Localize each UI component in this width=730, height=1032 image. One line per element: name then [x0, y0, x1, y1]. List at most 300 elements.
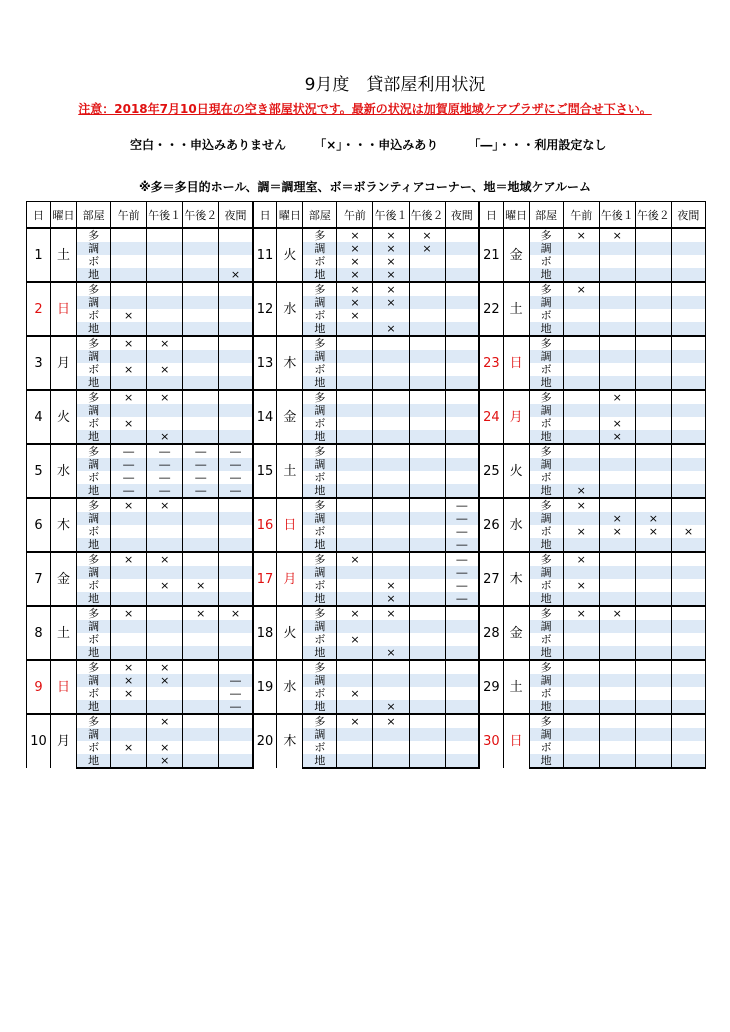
weekday: 火	[51, 390, 77, 444]
slot-cell	[563, 458, 599, 471]
slot-cell	[409, 417, 445, 430]
slot-cell	[635, 363, 671, 376]
table-row	[27, 255, 706, 268]
weekday: 木	[51, 498, 77, 552]
room-label: 地	[303, 592, 337, 606]
slot-cell: ×	[147, 714, 183, 728]
slot-cell	[635, 282, 671, 296]
slot-cell	[599, 404, 635, 417]
room-label: 調	[77, 458, 111, 471]
slot-cell	[373, 471, 409, 484]
slot-cell	[635, 255, 671, 268]
slot-cell	[219, 512, 253, 525]
slot-cell	[111, 350, 147, 363]
slot-cell	[183, 741, 219, 754]
slot-cell: ―	[183, 444, 219, 458]
slot-cell: ×	[373, 606, 409, 620]
slot-cell: ×	[373, 228, 409, 242]
slot-cell	[373, 363, 409, 376]
slot-cell: ×	[599, 430, 635, 444]
slot-cell	[563, 376, 599, 390]
slot-cell	[599, 592, 635, 606]
slot-cell	[563, 646, 599, 660]
slot-cell	[337, 376, 373, 390]
slot-cell	[337, 404, 373, 417]
slot-cell: ―	[445, 552, 479, 566]
room-label: 多	[77, 660, 111, 674]
slot-cell	[409, 592, 445, 606]
slot-cell	[671, 268, 705, 282]
slot-cell	[111, 700, 147, 714]
slot-cell	[147, 633, 183, 646]
room-abbreviations: ※多＝多目的ホール、調＝調理室、ボ＝ボランティアコーナー、地＝地域ケアルーム	[139, 180, 591, 194]
slot-cell	[599, 660, 635, 674]
slot-cell	[671, 404, 705, 417]
room-label: 地	[529, 700, 563, 714]
slot-cell: ―	[147, 484, 183, 498]
slot-cell: ×	[111, 363, 147, 376]
slot-cell: ×	[563, 525, 599, 538]
slot-cell	[635, 741, 671, 754]
slot-cell: ×	[147, 430, 183, 444]
table-row	[27, 390, 706, 404]
weekday: 日	[51, 660, 77, 714]
slot-cell: ―	[445, 525, 479, 538]
slot-cell	[671, 674, 705, 687]
slot-cell: ―	[183, 484, 219, 498]
slot-cell	[373, 674, 409, 687]
weekday: 日	[51, 282, 77, 336]
room-label: 地	[303, 646, 337, 660]
slot-cell	[147, 376, 183, 390]
slot-cell: ×	[337, 309, 373, 322]
room-label: ボ	[77, 579, 111, 592]
slot-cell	[671, 417, 705, 430]
slot-cell: ×	[599, 512, 635, 525]
slot-cell	[563, 700, 599, 714]
slot-cell	[111, 255, 147, 268]
day-number: 29	[479, 660, 503, 714]
slot-cell: ―	[219, 444, 253, 458]
slot-cell	[337, 592, 373, 606]
slot-cell	[563, 620, 599, 633]
slot-cell	[147, 525, 183, 538]
slot-cell	[599, 579, 635, 592]
slot-cell	[563, 741, 599, 754]
room-label: 地	[303, 538, 337, 552]
room-label: ボ	[303, 687, 337, 700]
room-label: 地	[529, 646, 563, 660]
slot-cell	[373, 336, 409, 350]
weekday: 月	[503, 390, 529, 444]
slot-cell	[409, 660, 445, 674]
slot-cell	[445, 444, 479, 458]
slot-cell	[563, 268, 599, 282]
slot-cell	[183, 633, 219, 646]
slot-cell: ―	[219, 458, 253, 471]
column-header: 日	[479, 202, 503, 229]
column-header: 日	[27, 202, 51, 229]
slot-cell	[563, 296, 599, 309]
table-row	[27, 444, 706, 458]
slot-cell	[671, 390, 705, 404]
slot-cell	[445, 674, 479, 687]
slot-cell: ―	[111, 444, 147, 458]
day-number: 11	[253, 228, 277, 282]
slot-cell	[219, 390, 253, 404]
weekday: 月	[51, 336, 77, 390]
slot-cell	[219, 363, 253, 376]
room-label: 多	[77, 552, 111, 566]
slot-cell	[445, 660, 479, 674]
room-label: 地	[529, 322, 563, 336]
slot-cell: ×	[409, 228, 445, 242]
slot-cell	[635, 606, 671, 620]
table-row	[27, 606, 706, 620]
day-number: 5	[27, 444, 51, 498]
table-row	[27, 741, 706, 754]
room-label: 地	[303, 268, 337, 282]
slot-cell: ―	[445, 498, 479, 512]
room-label: 多	[303, 282, 337, 296]
table-row	[27, 687, 706, 700]
table-row	[27, 350, 706, 363]
weekday: 木	[277, 714, 303, 768]
slot-cell	[111, 714, 147, 728]
table-header	[27, 202, 706, 229]
room-label: 調	[77, 350, 111, 363]
slot-cell	[337, 728, 373, 741]
slot-cell	[409, 674, 445, 687]
slot-cell	[563, 538, 599, 552]
slot-cell	[635, 404, 671, 417]
room-label: 地	[529, 538, 563, 552]
room-label: 調	[77, 728, 111, 741]
room-label: ボ	[77, 741, 111, 754]
slot-cell	[599, 309, 635, 322]
slot-cell	[373, 687, 409, 700]
slot-cell	[671, 242, 705, 255]
slot-cell	[409, 322, 445, 336]
slot-cell	[219, 350, 253, 363]
slot-cell	[111, 754, 147, 768]
room-label: 地	[529, 268, 563, 282]
table-row	[27, 417, 706, 430]
slot-cell	[337, 620, 373, 633]
day-number: 17	[253, 552, 277, 606]
slot-cell	[409, 458, 445, 471]
slot-cell	[373, 376, 409, 390]
slot-cell	[111, 282, 147, 296]
slot-cell	[219, 336, 253, 350]
room-label: 地	[303, 484, 337, 498]
room-label: 地	[77, 430, 111, 444]
slot-cell	[147, 592, 183, 606]
slot-cell	[445, 350, 479, 363]
slot-cell	[445, 417, 479, 430]
slot-cell	[147, 296, 183, 309]
room-label: 多	[77, 444, 111, 458]
day-number: 4	[27, 390, 51, 444]
room-label: 調	[529, 242, 563, 255]
room-label: 調	[77, 674, 111, 687]
slot-cell: ―	[219, 484, 253, 498]
slot-cell	[183, 309, 219, 322]
slot-cell	[373, 512, 409, 525]
slot-cell	[183, 674, 219, 687]
table-row	[27, 458, 706, 471]
table-row	[27, 268, 706, 282]
table-row	[27, 471, 706, 484]
day-number: 2	[27, 282, 51, 336]
column-header: 午後２	[183, 202, 219, 229]
slot-cell	[599, 268, 635, 282]
slot-cell	[445, 700, 479, 714]
weekday: 金	[51, 552, 77, 606]
slot-cell	[219, 646, 253, 660]
slot-cell	[409, 566, 445, 579]
table-row	[27, 620, 706, 633]
slot-cell: ×	[337, 242, 373, 255]
room-label: ボ	[303, 255, 337, 268]
slot-cell	[635, 471, 671, 484]
slot-cell	[635, 538, 671, 552]
room-label: ボ	[77, 687, 111, 700]
room-label: 多	[529, 282, 563, 296]
slot-cell	[337, 660, 373, 674]
slot-cell	[219, 404, 253, 417]
slot-cell: ―	[445, 566, 479, 579]
slot-cell	[563, 309, 599, 322]
slot-cell	[599, 296, 635, 309]
slot-cell	[599, 687, 635, 700]
slot-cell	[445, 484, 479, 498]
room-label: ボ	[303, 363, 337, 376]
room-label: ボ	[529, 471, 563, 484]
slot-cell	[337, 430, 373, 444]
room-label: 地	[529, 754, 563, 768]
slot-cell	[445, 687, 479, 700]
table-row	[27, 728, 706, 741]
slot-cell	[445, 268, 479, 282]
slot-cell	[635, 228, 671, 242]
column-header: 午前	[111, 202, 147, 229]
slot-cell	[563, 566, 599, 579]
slot-cell	[183, 376, 219, 390]
slot-cell: ×	[147, 660, 183, 674]
slot-cell	[671, 552, 705, 566]
room-label: 調	[529, 674, 563, 687]
room-label: 多	[303, 444, 337, 458]
slot-cell	[219, 309, 253, 322]
day-number: 15	[253, 444, 277, 498]
room-label: 多	[77, 228, 111, 242]
slot-cell	[147, 566, 183, 579]
slot-cell	[219, 296, 253, 309]
slot-cell: ×	[563, 606, 599, 620]
slot-cell	[671, 606, 705, 620]
room-label: 地	[77, 592, 111, 606]
room-label: 調	[77, 512, 111, 525]
slot-cell	[671, 458, 705, 471]
day-number: 3	[27, 336, 51, 390]
slot-cell	[563, 350, 599, 363]
slot-cell	[599, 363, 635, 376]
slot-cell	[183, 242, 219, 255]
table-row	[27, 674, 706, 687]
slot-cell: ×	[111, 606, 147, 620]
slot-cell	[445, 228, 479, 242]
slot-cell	[219, 754, 253, 768]
day-number: 14	[253, 390, 277, 444]
slot-cell	[111, 404, 147, 417]
room-label: 多	[77, 336, 111, 350]
slot-cell	[219, 633, 253, 646]
slot-cell	[563, 404, 599, 417]
slot-cell	[635, 498, 671, 512]
slot-cell	[563, 255, 599, 268]
slot-cell	[445, 390, 479, 404]
slot-cell	[219, 376, 253, 390]
slot-cell	[409, 579, 445, 592]
column-header: 曜日	[51, 202, 77, 229]
slot-cell	[373, 552, 409, 566]
slot-cell	[671, 512, 705, 525]
slot-cell: ×	[111, 309, 147, 322]
slot-cell	[147, 606, 183, 620]
slot-cell	[183, 336, 219, 350]
day-number: 30	[479, 714, 503, 768]
slot-cell	[337, 484, 373, 498]
slot-cell	[635, 620, 671, 633]
slot-cell: ×	[219, 606, 253, 620]
table-row	[27, 525, 706, 538]
slot-cell	[599, 566, 635, 579]
slot-cell	[409, 376, 445, 390]
table-row	[27, 566, 706, 579]
room-label: 地	[529, 430, 563, 444]
slot-cell	[111, 376, 147, 390]
slot-cell	[563, 660, 599, 674]
slot-cell	[671, 336, 705, 350]
slot-cell	[671, 282, 705, 296]
slot-cell	[635, 350, 671, 363]
slot-cell	[445, 430, 479, 444]
slot-cell	[373, 660, 409, 674]
slot-cell	[111, 620, 147, 633]
slot-cell	[635, 700, 671, 714]
slot-cell: ―	[445, 579, 479, 592]
slot-cell	[373, 633, 409, 646]
slot-cell	[337, 336, 373, 350]
room-label: 多	[529, 714, 563, 728]
slot-cell: ×	[111, 390, 147, 404]
column-header: 午後１	[373, 202, 409, 229]
slot-cell: ×	[337, 552, 373, 566]
room-label: 地	[529, 484, 563, 498]
slot-cell	[219, 228, 253, 242]
weekday: 水	[51, 444, 77, 498]
slot-cell	[111, 728, 147, 741]
slot-cell	[111, 228, 147, 242]
slot-cell: ―	[147, 444, 183, 458]
slot-cell	[219, 728, 253, 741]
slot-cell	[183, 646, 219, 660]
slot-cell	[219, 255, 253, 268]
availability-table	[26, 201, 706, 769]
slot-cell	[635, 728, 671, 741]
slot-cell	[445, 363, 479, 376]
room-label: 多	[303, 498, 337, 512]
column-header: 夜間	[219, 202, 253, 229]
slot-cell	[635, 714, 671, 728]
room-label: 地	[77, 754, 111, 768]
slot-cell	[373, 390, 409, 404]
slot-cell	[563, 430, 599, 444]
room-label: 調	[303, 458, 337, 471]
slot-cell	[635, 592, 671, 606]
slot-cell	[409, 728, 445, 741]
slot-cell	[671, 430, 705, 444]
slot-cell	[445, 296, 479, 309]
slot-cell	[671, 322, 705, 336]
table-row	[27, 552, 706, 566]
day-number: 23	[479, 336, 503, 390]
day-number: 20	[253, 714, 277, 768]
table-row	[27, 512, 706, 525]
slot-cell	[147, 309, 183, 322]
weekday: 水	[277, 660, 303, 714]
slot-cell	[219, 566, 253, 579]
slot-cell	[445, 376, 479, 390]
slot-cell: ×	[337, 606, 373, 620]
room-label: 多	[303, 714, 337, 728]
slot-cell	[563, 417, 599, 430]
slot-cell	[409, 363, 445, 376]
slot-cell	[409, 714, 445, 728]
room-label: 多	[303, 390, 337, 404]
slot-cell	[373, 498, 409, 512]
slot-cell	[337, 579, 373, 592]
slot-cell	[671, 754, 705, 768]
slot-cell	[563, 633, 599, 646]
day-number: 16	[253, 498, 277, 552]
room-label: 調	[303, 620, 337, 633]
slot-cell	[337, 471, 373, 484]
slot-cell: ―	[219, 687, 253, 700]
day-number: 7	[27, 552, 51, 606]
day-number: 12	[253, 282, 277, 336]
slot-cell	[147, 268, 183, 282]
slot-cell: ×	[111, 498, 147, 512]
slot-cell	[563, 444, 599, 458]
room-label: 地	[303, 754, 337, 768]
table-row	[27, 700, 706, 714]
slot-cell	[183, 552, 219, 566]
column-header: 曜日	[277, 202, 303, 229]
slot-cell	[373, 430, 409, 444]
slot-cell	[563, 363, 599, 376]
weekday: 金	[277, 390, 303, 444]
room-label: ボ	[77, 471, 111, 484]
slot-cell	[111, 592, 147, 606]
slot-cell	[671, 296, 705, 309]
column-header: 午後２	[635, 202, 671, 229]
room-label: 多	[303, 552, 337, 566]
slot-cell	[373, 458, 409, 471]
slot-cell	[445, 282, 479, 296]
weekday: 日	[277, 498, 303, 552]
